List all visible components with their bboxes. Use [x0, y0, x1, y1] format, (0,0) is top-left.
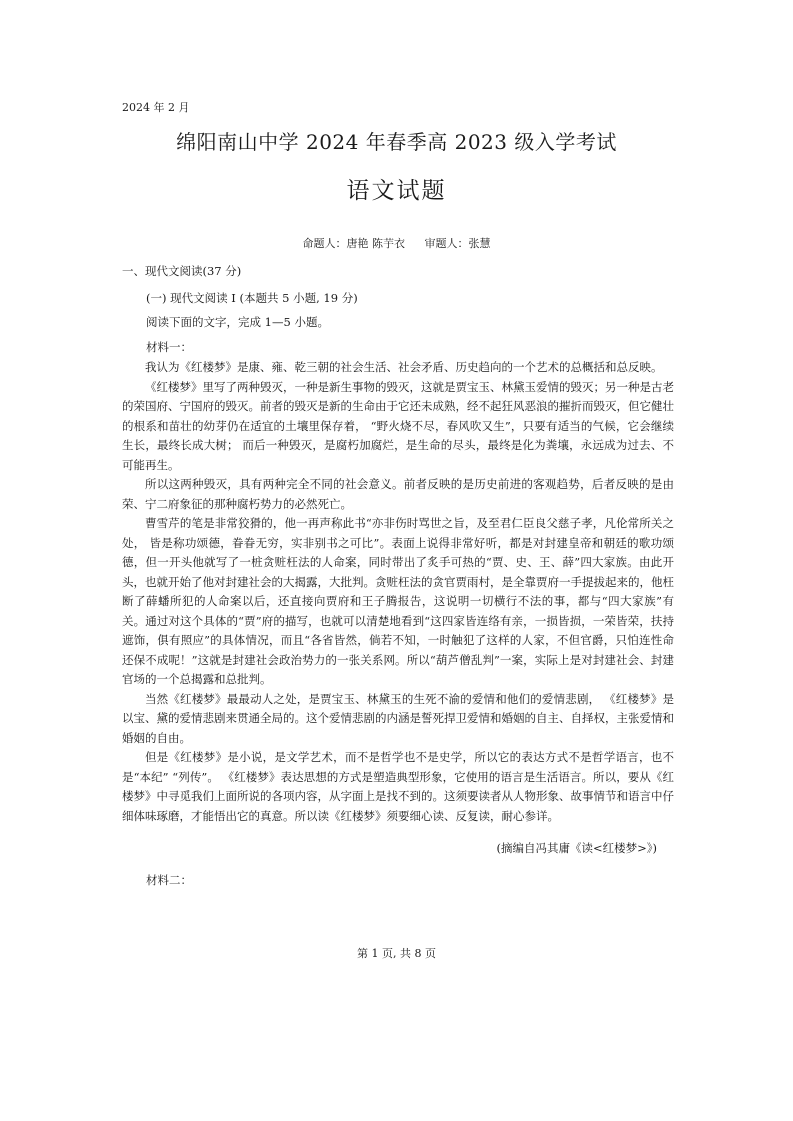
section-heading: 一、现代文阅读(37 分) [122, 264, 242, 278]
material2-label: 材料二： [146, 873, 192, 887]
source-citation: (摘编自冯其庸《读<红楼梦>》) [496, 841, 657, 855]
reviewer-credit: 审题人：张慧 [424, 237, 491, 250]
subject-title: 语文试题 [346, 178, 447, 204]
passage-paragraph: 曹雪芹的笔是非常狡猾的，他一再声称此书“亦非伤时骂世之旨，及至君仁臣良父慈子孝，凡伦常所关之处， 皆是称功颂德，眷眷无穷，实非别书之可比”。表面上说得非常好听，都是对封建皇帝和朝廷的歌功颂德，但一开头他就写了一桩贪赃枉法的人命案，同时带出了炙手可热的“贾、史、王、薛”四大家族。由此开头，也就开始了他对封建社会的大揭露，大批判。贪赃枉法的贪官贾雨村，是全靠贾府一手提拔起来的，他枉断了薛蟠所犯的人命案以后，还直接向贾府和王子腾报告，这说明一切横行不法的事，都与“四大家族”有关。通过对这个具体的“贾”府的描写，也就可以清楚地看到“这四家皆连络有亲，一损皆损，一荣皆荣，扶持遮饰，俱有照应”的具体情况，而且“各省皆然，倘若不知，一时触犯了这样的人家，不但官爵，只怕连性命还保不成呢！”这就是封建社会政治势力的一张关系网。所以“葫芦僧乱判”一案，实际上是对封建社会、封建官场的一个总揭露和总批判。 [122, 516, 674, 686]
passage-paragraph: 所以这两种毁灭，具有两种完全不同的社会意义。前者反映的是历史前进的客观趋势，后者反映的是由荣、宁二府象征的那种腐朽势力的必然死亡。 [122, 477, 674, 511]
page-number: 第 1 页, 共 8 页 [357, 947, 436, 960]
passage-paragraph: 我认为《红楼梦》是康、雍、乾三朝的社会生活、社会矛盾、历史趋向的一个艺术的总概括和总反映。 [145, 360, 663, 374]
instruction-text: 阅读下面的文字，完成 1—5 小题。 [146, 315, 329, 329]
reading-passage [122, 358, 674, 826]
exam-date: 2024 年 2 月 [122, 101, 190, 114]
authors-line [0, 235, 793, 251]
material1-label: 材料一： [146, 340, 192, 354]
passage-paragraph: 但是《红楼梦》是小说，是文学艺术，而不是哲学也不是史学，所以它的表达方式不是哲学语言，也不是“本纪” “列传”。 《红楼梦》表达思想的方式是塑造典型形象，它使用的语言是生活语言。所以，要从《红楼梦》中寻觅我们上面所说的各项内容，从字面上是找不到的。这须要读者从人物形象、故事情节和语言中仔细体味琢磨，才能悟出它的真意。所以读《红楼梦》须要细心读、反复读，耐心参详。 [122, 750, 674, 823]
passage-paragraph: 当然《红楼梦》最最动人之处，是贾宝玉、林黛玉的生死不渝的爱情和他们的爱情悲剧， 《红楼梦》是以宝、黛的爱情悲剧来贯通全局的。这个爱情悲剧的内涵是誓死捍卫爱情和婚姻的自主、自择权，主张爱情和婚姻的自由。 [122, 691, 674, 745]
passage-paragraph: 《红楼梦》里写了两种毁灭，一种是新生事物的毁灭，这就是贾宝玉、林黛玉爱情的毁灭；另一种是古老的荣国府、宁国府的毁灭。前者的毁灭是新的生命由于它还未成熟，经不起狂风恶浪的摧折而毁灭，但它健壮的根系和苗壮的幼芽仍在适宜的土壤里保存着， “野火烧不尽，春风吹又生”，只要有适当的气候，它会继续生长，最终长成大树； 而后一种毁灭，是腐朽加腐烂，是生命的尽头，最终是化为粪壤，永远成为过去、不可能再生。 [122, 379, 674, 472]
sub-section-heading: (一) 现代文阅读 I (本题共 5 小题, 19 分) [146, 291, 358, 305]
composer-credit: 命题人：唐艳 陈芋衣 [302, 237, 405, 250]
exam-title: 绵阳南山中学 2024 年春季高 2023 级入学考试 [176, 130, 617, 154]
